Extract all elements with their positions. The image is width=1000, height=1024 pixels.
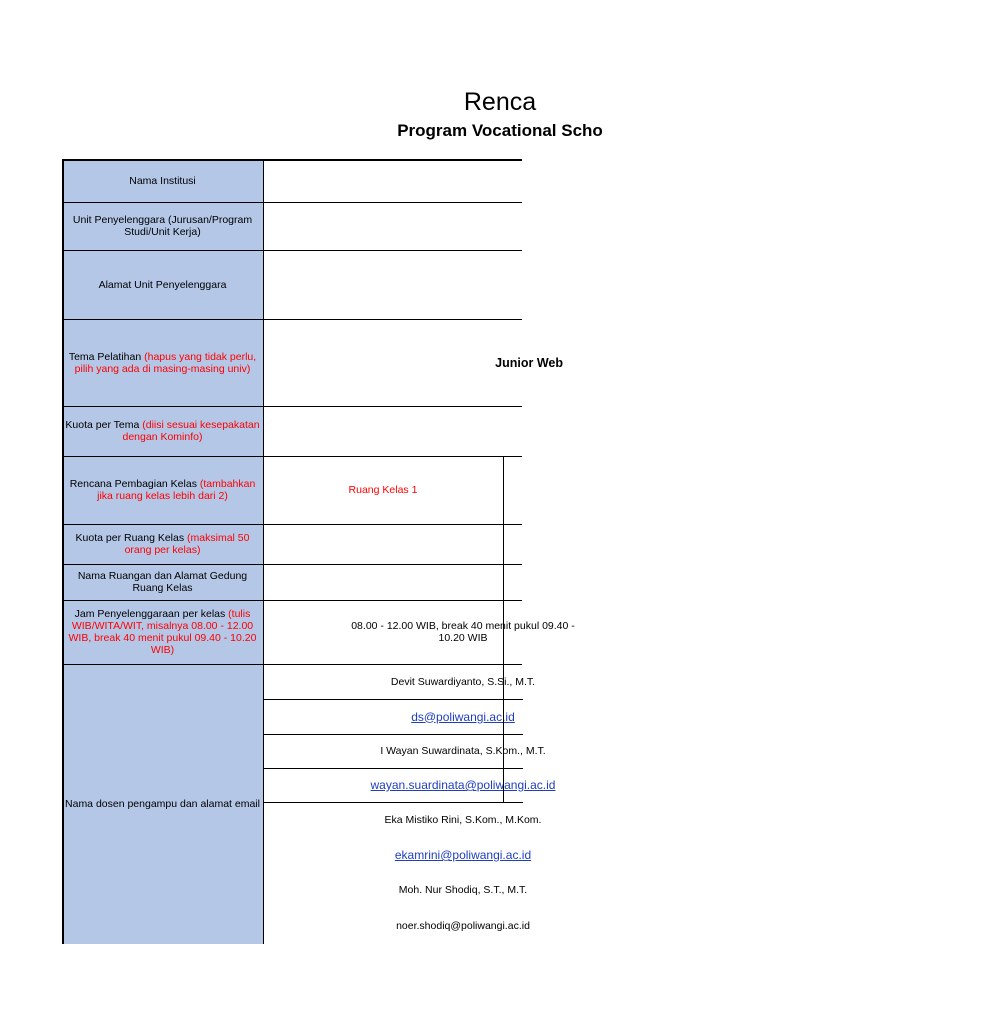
label-alamat-unit: Alamat Unit Penyelenggara [62, 250, 263, 319]
row-divider [62, 664, 522, 665]
lecturer-email: noer.shodiq@poliwangi.ac.id [396, 919, 530, 932]
table-border-left [62, 160, 64, 944]
row-divider [62, 250, 522, 251]
document-subtitle: Program Vocational Scho [397, 121, 603, 140]
table-border-top [62, 159, 522, 161]
row-divider [62, 319, 522, 320]
row-divider [263, 768, 523, 769]
label-jam-penyelenggaraan: Jam Penyelenggaraan per kelas (tulis WIB/WITA/WIT, misalnya 08.00 - 12.00 WIB, break 40 menit pukul 09.40 - 10.20 WIB) [62, 600, 263, 664]
value-tema-pelatihan: Junior Web [495, 355, 563, 370]
label-kuota-ruang: Kuota per Ruang Kelas (maksimal 50 orang per kelas) [62, 524, 263, 564]
row-divider [62, 524, 522, 525]
label-rencana-pembagian: Rencana Pembagian Kelas (tambahkan jika ruang kelas lebih dari 2) [62, 456, 263, 524]
lecturer-name: Eka Mistiko Rini, S.Kom., M.Kom. [384, 814, 542, 826]
lecturer-email-link[interactable]: ds@poliwangi.ac.id [411, 709, 515, 724]
row-divider [263, 699, 523, 700]
label-nama-ruangan: Nama Ruangan dan Alamat Gedung Ruang Kelas [62, 564, 263, 600]
label-unit-penyelenggara: Unit Penyelenggara (Jurusan/Program Studi/Unit Kerja) [62, 202, 263, 250]
row-divider [62, 600, 522, 601]
lecturer-email-link[interactable]: wayan.suardinata@poliwangi.ac.id [370, 778, 556, 792]
value-rencana-pembagian: Ruang Kelas 1 [348, 484, 418, 496]
lecturer-name: I Wayan Suwardinata, S.Kom., M.T. [380, 745, 546, 757]
lecturer-name: Devit Suwardiyanto, S.Si., M.T. [390, 675, 536, 688]
lecturer-name: Moh. Nur Shodiq, S.T., M.T. [398, 883, 528, 896]
row-divider [263, 734, 523, 735]
document-title: Renca [463, 88, 537, 116]
row-divider [62, 456, 522, 457]
row-divider [62, 202, 522, 203]
label-nama-institusi: Nama Institusi [62, 160, 263, 202]
label-kuota-tema: Kuota per Tema (diisi sesuai kesepakatan dengan Kominfo) [62, 406, 263, 456]
column-divider [263, 160, 264, 944]
label-dosen-pengampu: Nama dosen pengampu dan alamat email [62, 664, 263, 944]
row-divider [62, 406, 522, 407]
row-divider [263, 802, 523, 803]
lecturer-email-link[interactable]: ekamrini@poliwangi.ac.id [394, 848, 532, 862]
label-tema-pelatihan: Tema Pelatihan (hapus yang tidak perlu, pilih yang ada di masing-masing univ) [62, 319, 263, 406]
value-jam-penyelenggaraan: 08.00 - 12.00 WIB, break 40 menit pukul 09.40 - 10.20 WIB [351, 620, 575, 644]
column-divider-right [503, 456, 504, 802]
row-divider [62, 564, 522, 565]
